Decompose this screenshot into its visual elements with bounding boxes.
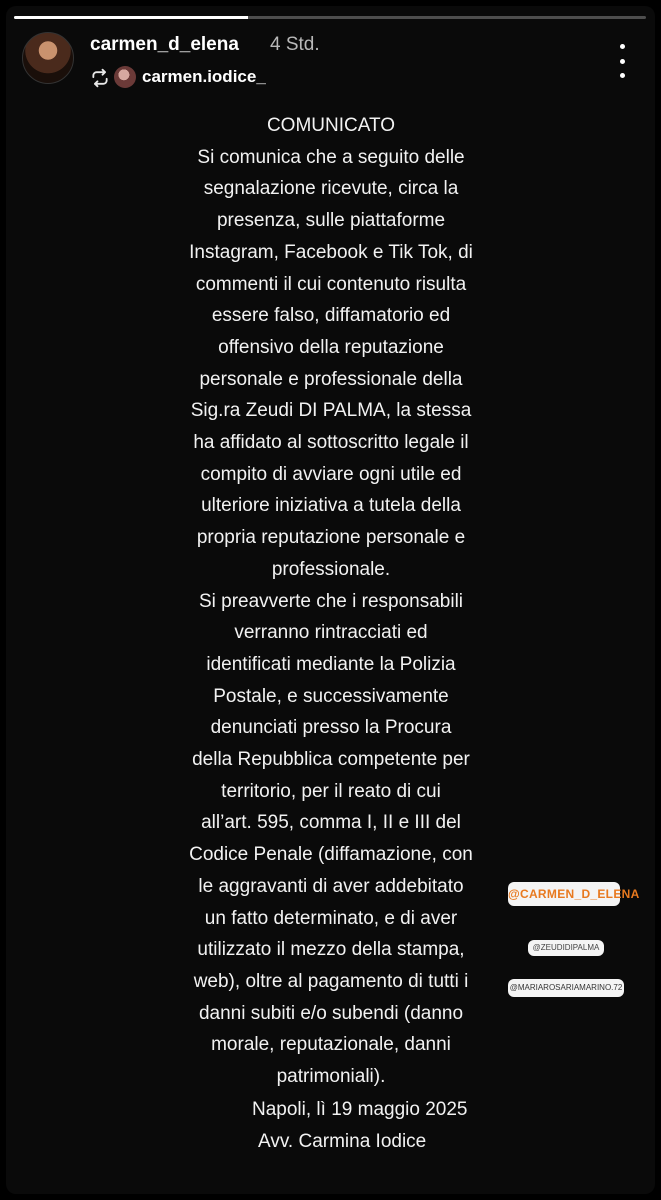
- story-text-line: Codice Penale (diffamazione, con: [189, 844, 473, 866]
- signoff-place-date: Napoli, lì 19 maggio 2025: [252, 1099, 468, 1120]
- story-text-line: essere falso, diffamatorio ed: [211, 305, 451, 327]
- story-text-line: Postale, e successivamente: [213, 685, 449, 707]
- story-text-line: verranno rintracciati ed: [234, 622, 428, 644]
- story-progress-fill: [14, 16, 248, 19]
- story-timestamp: 4 Std.: [270, 34, 320, 55]
- story-text-line: segnalazione ricevute, circa la: [203, 178, 459, 200]
- story-text-line: Instagram, Facebook e Tik Tok, di: [189, 241, 473, 263]
- story-text-line: personale e professionale della: [199, 368, 463, 390]
- story-text-line: ha affidato al sottoscritto legale il: [193, 432, 469, 454]
- story-text-line: danni subiti e/o subendi (danno: [198, 1002, 464, 1024]
- story-text-line: all’art. 595, comma I, II e III del: [201, 812, 461, 834]
- story-text-line: professionale.: [271, 558, 391, 580]
- story-text-line: territorio, per il reato di cui: [221, 780, 441, 802]
- author-avatar[interactable]: [22, 32, 74, 84]
- story-text-line: Sig.ra Zeudi DI PALMA, la stessa: [190, 400, 472, 422]
- story-text-line: ulteriore iniziativa a tutela della: [201, 495, 461, 517]
- story-text-line: offensivo della reputazione: [218, 336, 444, 358]
- story-signoff: [166, 1094, 496, 1157]
- story-text-line: compito di avviare ogni utile ed: [200, 463, 462, 485]
- story-text-line: Si preavverte che i responsabili: [198, 590, 464, 612]
- more-options-icon[interactable]: [614, 44, 630, 78]
- story-progress-bar: [14, 16, 646, 19]
- repost-avatar[interactable]: [114, 66, 136, 88]
- story-text-line: Si comunica che a seguito delle: [197, 146, 465, 168]
- story-text-line: le aggravanti di aver addebitato: [198, 875, 464, 897]
- story-text-line: presenza, sulle piattaforme: [216, 210, 446, 232]
- story-text-line: propria reputazione personale e: [196, 527, 466, 549]
- author-username[interactable]: carmen_d_elena: [90, 34, 239, 55]
- story-frame[interactable]: [6, 6, 655, 1194]
- story-text-line: denunciati presso la Procura: [210, 717, 452, 739]
- story-text: [166, 110, 496, 1093]
- signoff-signature: Avv. Carmina Iodice: [258, 1130, 427, 1152]
- repost-username[interactable]: carmen.iodice_: [142, 67, 266, 86]
- story-text-line: della Repubblica competente per: [192, 749, 470, 771]
- story-text-line: commenti il cui contenuto risulta: [195, 273, 467, 295]
- mention-sticker-carmen[interactable]: @CARMEN_D_ELENA: [508, 882, 620, 906]
- mention-sticker-zeudi[interactable]: @ZEUDIDIPALMA: [528, 940, 604, 956]
- story-text-line: morale, reputazionale, danni: [211, 1034, 451, 1056]
- repost-icon: [90, 68, 110, 88]
- story-text-line: un fatto determinato, e di aver: [204, 907, 458, 929]
- mention-sticker-mariarosaria[interactable]: @MARIAROSARIAMARINO.72: [508, 979, 624, 997]
- story-text-line: COMUNICATO: [266, 115, 396, 136]
- story-text-line: patrimoniali).: [276, 1066, 386, 1088]
- story-text-line: web), oltre al pagamento di tutti i: [193, 970, 469, 992]
- story-text-line: utilizzato il mezzo della stampa,: [197, 939, 465, 961]
- story-text-line: identificati mediante la Polizia: [206, 653, 456, 675]
